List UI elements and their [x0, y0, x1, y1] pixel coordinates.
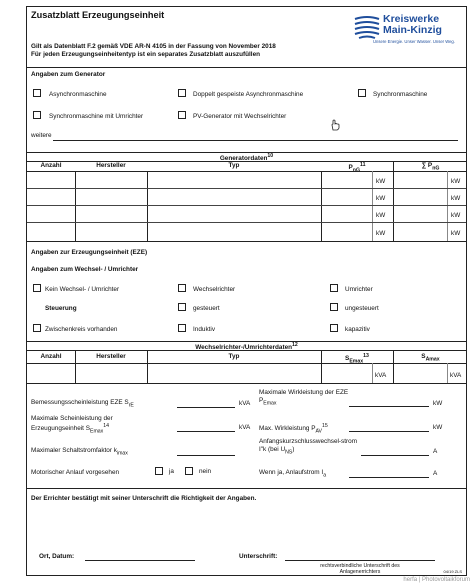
signature-input[interactable]: [285, 560, 435, 561]
rating-label-sre: Bemessungsscheinleistung EZE $S_{rE}$: [31, 399, 134, 409]
doc-code: 04/19 ZLS: [443, 569, 462, 574]
logo-slogan: Unsere Energie. Unser Wasser. Unser Weg.: [373, 39, 455, 44]
input-pemax[interactable]: [349, 406, 429, 407]
option-label: PV-Generator mit Wechselrichter: [193, 113, 287, 120]
eze-sub-title: Angaben zum Wechsel- / Umrichter: [31, 266, 139, 273]
unit-label: A: [433, 470, 438, 477]
inverter-table-title: Wechselrichter-/Umrichterdaten$^{12}$: [195, 342, 298, 352]
option-label: Induktiv: [193, 326, 216, 333]
unit-label: kVA: [239, 400, 251, 407]
watermark: herfa | Photovoltaikforum: [403, 577, 470, 583]
unit-kw: kW: [451, 212, 461, 219]
eze-section-title: Angaben zur Erzeugungseinheit (EZE): [31, 249, 148, 256]
col-anzahl: Anzahl: [40, 162, 62, 169]
checkbox-umrichter[interactable]: [330, 284, 338, 292]
signature-label: Unterschrift:: [239, 553, 278, 560]
inverter-table: [27, 341, 466, 384]
option-label: Kein Wechsel- / Umrichter: [45, 286, 120, 293]
nein-label: nein: [199, 468, 212, 475]
signature-note: Anlagenerrichters: [339, 569, 381, 575]
unit-kw: kW: [376, 195, 386, 202]
option-label: gesteuert: [193, 305, 220, 312]
input-semax[interactable]: [177, 431, 235, 432]
divider: [27, 488, 466, 489]
hand-cursor-icon: [329, 119, 341, 131]
header-line-2: Für jeden Erzeugungseinheitentyp ist ein separates Zusatzblatt auszufüllen: [31, 51, 261, 58]
col-hersteller: Hersteller: [96, 353, 126, 360]
option-label: Synchronmaschine: [373, 91, 428, 98]
rating-label-ia: Wenn ja, Anlaufstrom $I_a$: [259, 469, 327, 479]
unit-label: kW: [433, 424, 443, 431]
form-sheet: [26, 6, 467, 576]
divider: [27, 67, 466, 68]
rating-label-ik: Anfangskurzschlusswechsel-strom I"k (bei $U_{NS}$): [259, 438, 358, 456]
unit-kw: kW: [451, 230, 461, 237]
option-label: ungesteuert: [345, 305, 379, 312]
col-semax: $S_{Emax}^{13}$: [345, 353, 369, 365]
logo-text-2: Main-Kinzig: [383, 24, 442, 36]
generator-table: [27, 152, 466, 242]
col-hersteller: Hersteller: [96, 162, 126, 169]
checkbox-kapazitiv[interactable]: [330, 324, 338, 332]
col-sum-png: ∑ $P_{nG}$: [421, 162, 440, 172]
rating-label-semax: Maximale Scheinleistung der Erzeugungseinheit $S_{Emax}^{14}$: [31, 415, 113, 435]
option-label: Wechselrichter: [193, 286, 236, 293]
input-sre[interactable]: [177, 407, 235, 408]
unit-label: A: [433, 448, 438, 455]
checkbox-motor-ja[interactable]: [155, 467, 163, 475]
unit-kw: kW: [376, 178, 386, 185]
checkbox-wechselrichter[interactable]: [178, 284, 186, 292]
unit-kva: kVA: [450, 372, 462, 379]
checkbox-doppelt-gespeist[interactable]: [178, 89, 186, 97]
option-label: Zwischenkreis vorhanden: [45, 326, 118, 333]
ort-datum-label: Ort, Datum:: [39, 553, 75, 560]
checkbox-synchron-umrichter[interactable]: [33, 111, 41, 119]
unit-kw: kW: [451, 178, 461, 185]
signature-note: rechtsverbindliche Unterschrift des: [320, 563, 400, 569]
checkbox-asynchronmaschine[interactable]: [33, 89, 41, 97]
unit-kw: kW: [376, 212, 386, 219]
checkbox-induktiv[interactable]: [178, 324, 186, 332]
input-ia[interactable]: [349, 477, 429, 478]
col-samax: $S_{Amax}$: [421, 353, 440, 363]
checkbox-kein-umrichter[interactable]: [33, 284, 41, 292]
input-ik[interactable]: [361, 455, 429, 456]
rating-label-kimax: Maximaler Schaltstromfaktor $k_{imax}$: [31, 447, 128, 457]
logo-swoosh-icon: [353, 15, 381, 39]
option-label: Doppelt gespeiste Asynchronmaschine: [193, 91, 304, 98]
checkbox-motor-nein[interactable]: [185, 467, 193, 475]
option-label: Umrichter: [345, 286, 373, 293]
input-kimax[interactable]: [177, 455, 235, 456]
ort-datum-input[interactable]: [85, 560, 195, 561]
company-logo: [353, 13, 463, 47]
checkbox-synchronmaschine[interactable]: [358, 89, 366, 97]
rating-label-pemax: Maximale Wirkleistung der EZE $P_{Emax}$: [259, 389, 349, 407]
unit-kw: kW: [451, 195, 461, 202]
rating-label-motor: Motorischer Anlauf vorgesehen: [31, 469, 120, 476]
option-label: Asynchronmaschine: [49, 91, 107, 98]
weitere-input[interactable]: [53, 140, 458, 141]
option-label: kapazitiv: [345, 326, 370, 333]
col-png: $P_{nG}^{11}$: [348, 162, 366, 174]
col-anzahl: Anzahl: [40, 353, 62, 360]
generator-section-title: Angaben zum Generator: [31, 71, 106, 78]
input-pav[interactable]: [349, 431, 429, 432]
checkbox-pv-generator[interactable]: [178, 111, 186, 119]
rating-label-pav: Max. Wirkleistung $P_{AV}^{15}$: [259, 423, 328, 435]
unit-kva: kVA: [375, 372, 387, 379]
unit-label: kW: [433, 400, 443, 407]
unit-label: kVA: [239, 424, 251, 431]
steuerung-label: Steuerung: [45, 305, 77, 312]
header-line-1: Gilt als Datenblatt F.2 gemäß VDE AR-N 4105 in der Fassung von November 2018: [31, 43, 276, 50]
checkbox-zwischenkreis[interactable]: [33, 324, 41, 332]
col-typ: Typ: [228, 162, 240, 169]
weitere-label: weitere: [31, 132, 52, 139]
form-title: Zusatzblatt Erzeugungseinheit: [31, 10, 165, 20]
col-typ: Typ: [228, 353, 240, 360]
checkbox-ungesteuert[interactable]: [330, 303, 338, 311]
ja-label: ja: [169, 468, 174, 475]
logo-text-1: Kreiswerke: [383, 13, 440, 25]
generator-table-title: Generatordaten$^{10}$: [219, 153, 274, 163]
checkbox-gesteuert[interactable]: [178, 303, 186, 311]
confirm-text: Der Errichter bestätigt mit seiner Unterschrift die Richtigkeit der Angaben.: [31, 495, 257, 502]
option-label: Synchronmaschine mit Umrichter: [49, 113, 144, 120]
unit-kw: kW: [376, 230, 386, 237]
